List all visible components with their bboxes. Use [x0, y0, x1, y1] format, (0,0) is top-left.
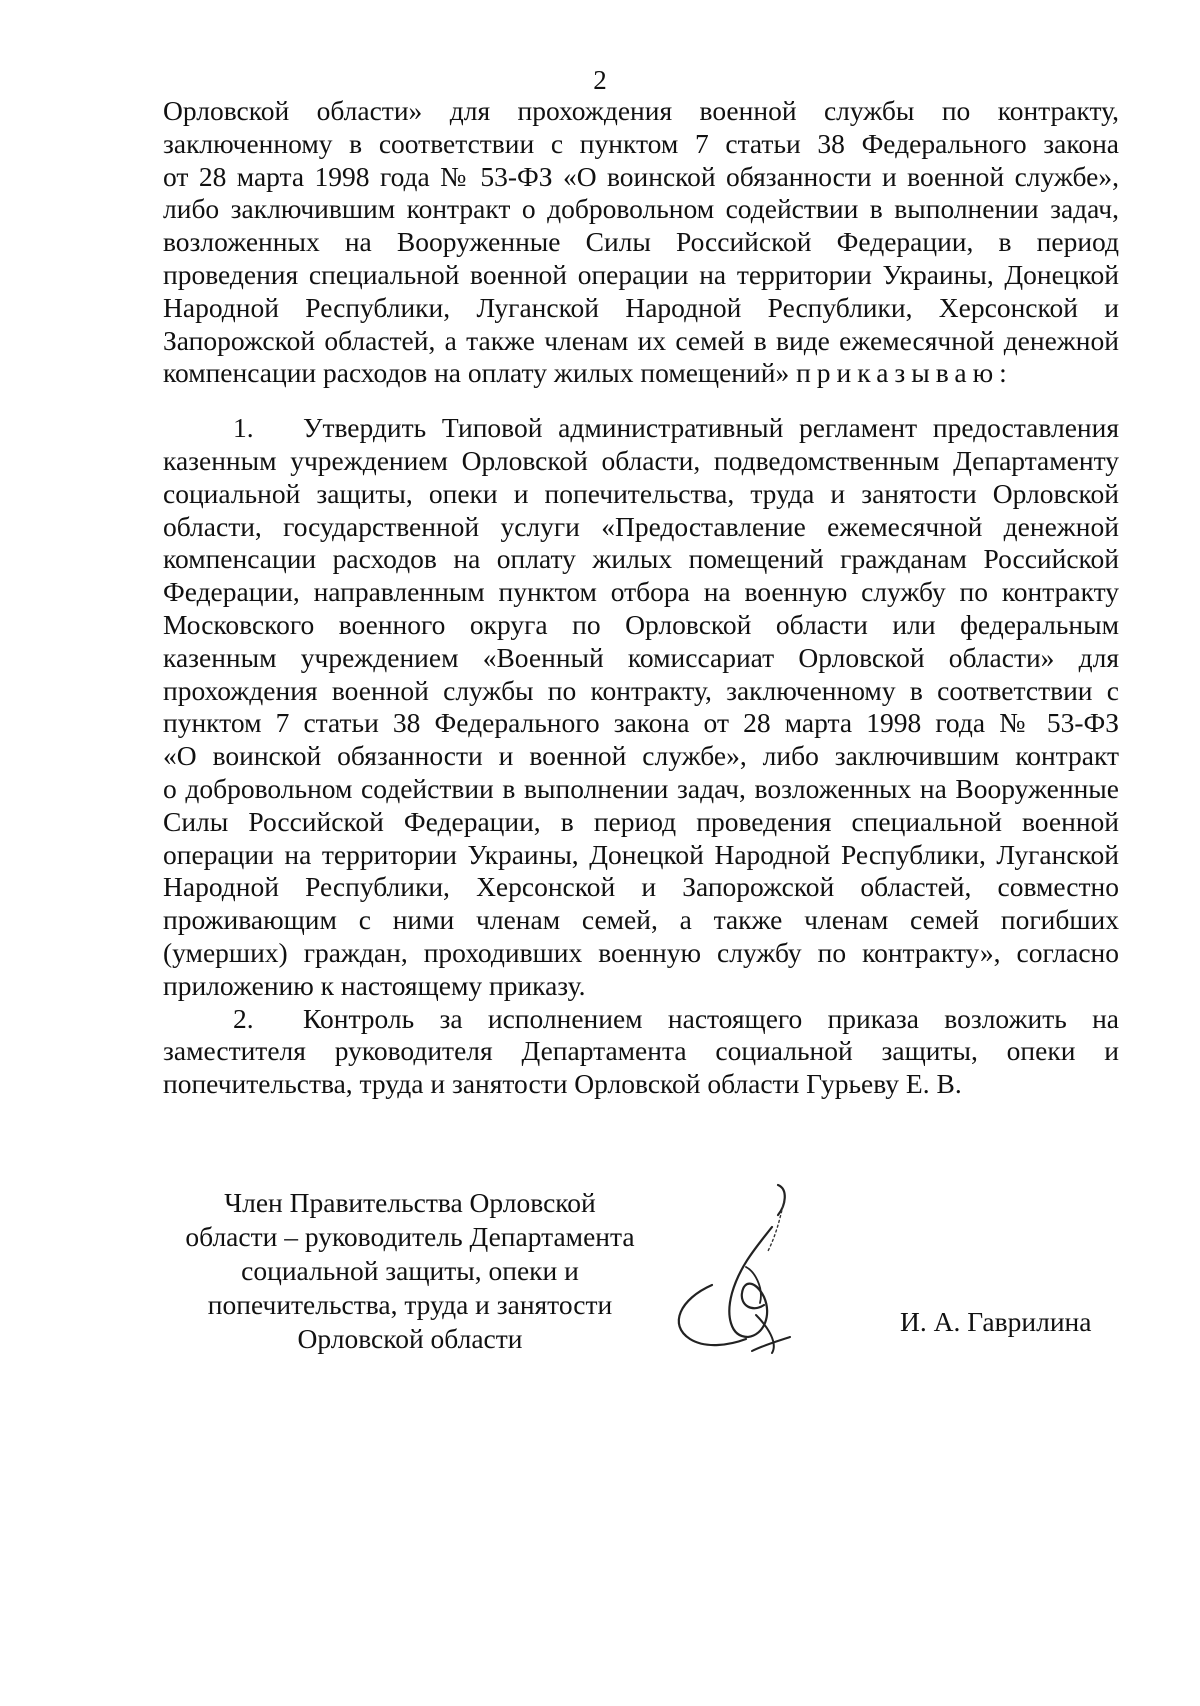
item-1-paragraph	[163, 412, 1119, 1002]
item-1-line: Федерации, направленным пунктом отбора на военную службу по контракту	[163, 576, 1119, 608]
position-line: социальной защиты, опеки и	[241, 1255, 579, 1286]
intro-line: Орловской области» для прохождения военной службы по контракту,	[163, 95, 1119, 126]
item-1-line: (умерших) граждан, проходивших военную службу по контракту», согласно	[163, 936, 1119, 968]
item-2-line: попечительства, труда и занятости Орловской области Гурьеву Е. В.	[163, 1068, 962, 1100]
paragraph-gap	[163, 390, 1119, 412]
item-2-first-line	[163, 1003, 1119, 1036]
item-1-line: проживающим с ними членам семей, а также членам семей погибших	[163, 904, 1119, 936]
intro-line: либо заключившим контракт о добровольном содействии в выполнении задач,	[163, 193, 1119, 225]
intro-line-last	[163, 357, 1119, 390]
intro-line: Запорожской областей, а также членам их семей в виде ежемесячной денежной	[163, 324, 1119, 356]
item-1-first-line	[163, 412, 1119, 445]
item-1-line: пунктом 7 статьи 38 Федерального закона от 28 марта 1998 года № 53-ФЗ	[163, 707, 1119, 739]
item-1-line: Народной Республики, Херсонской и Запорожской областей, совместно	[163, 871, 1119, 903]
intro-line: Народной Республики, Луганской Народной Республики, Херсонской и	[163, 291, 1119, 323]
intro-line: возложенных на Вооруженные Силы Российской Федерации, в период	[163, 226, 1119, 258]
item-1-line: Утвердить Типовой административный регламент предоставления	[303, 412, 1119, 444]
item-1-line: области, государственной услуги «Предоставление ежемесячной денежной	[163, 510, 1119, 542]
handwritten-signature	[660, 1175, 820, 1365]
item-2-line: Контроль за исполнением настоящего приказа возложить на	[303, 1002, 1119, 1034]
item-1-line: Московского военного округа по Орловской области или федеральным	[163, 608, 1119, 640]
document-body	[163, 95, 1119, 1101]
order-word: приказываю:	[796, 357, 1013, 389]
item-2-line: заместителя руководителя Департамента социальной защиты, опеки и	[163, 1035, 1119, 1067]
item-1-number: 1.	[233, 412, 254, 444]
item-1-line: о добровольном содействии в выполнении задач, возложенных на Вооруженные	[163, 772, 1119, 804]
item-1-line: казенным учреждением «Военный комиссариат Орловской области» для	[163, 641, 1119, 673]
item-1-line: приложению к настоящему приказу.	[163, 969, 586, 1001]
intro-paragraph	[163, 95, 1119, 390]
item-1-line: операции на территории Украины, Донецкой Народной Республики, Луганской	[163, 838, 1119, 870]
item-1-line: казенным учреждением Орловской области, подведомственным Департаменту	[163, 444, 1119, 476]
intro-line: от 28 марта 1998 года № 53-ФЗ «О воинской обязанности и военной службе»,	[163, 160, 1119, 192]
item-2-paragraph	[163, 1003, 1119, 1101]
item-1-line: Силы Российской Федерации, в период проведения специальной военной	[163, 805, 1119, 837]
position-line: Орловской области	[297, 1323, 523, 1354]
signatory-position	[160, 1186, 660, 1356]
item-1-line: компенсации расходов на оплату жилых помещений гражданам Российской	[163, 543, 1119, 575]
item-2-number: 2.	[233, 1002, 254, 1034]
item-1-line: социальной защиты, опеки и попечительства, труда и занятости Орловской	[163, 477, 1119, 509]
intro-line: заключенному в соответствии с пунктом 7 статьи 38 Федерального закона	[163, 127, 1119, 159]
page-number: 2	[593, 65, 607, 95]
signatory-name: И. А. Гаврилина	[900, 1306, 1092, 1337]
position-line: области – руководитель Департамента	[185, 1221, 635, 1252]
intro-line: проведения специальной военной операции на территории Украины, Донецкой	[163, 258, 1119, 290]
intro-line: компенсации расходов на оплату жилых помещений»	[163, 357, 790, 389]
item-1-line: прохождения военной службы по контракту, заключенному в соответствии с	[163, 674, 1119, 706]
item-1-line: «О воинской обязанности и военной службе», либо заключившим контракт	[163, 740, 1119, 772]
position-line: Член Правительства Орловской	[224, 1187, 596, 1218]
position-line: попечительства, труда и занятости	[207, 1289, 613, 1320]
